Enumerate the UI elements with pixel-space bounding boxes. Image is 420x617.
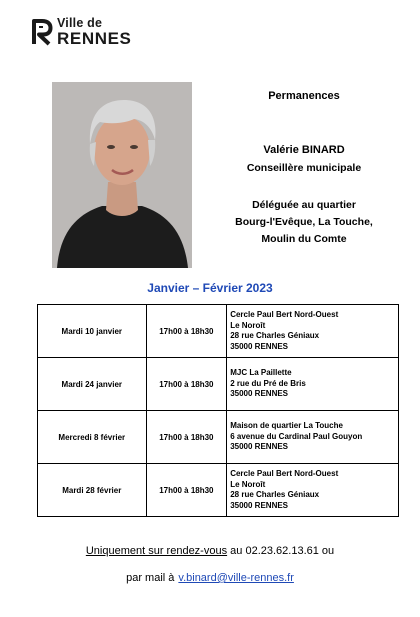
person-name: Valérie BINARD [263,144,345,156]
schedule-date: Mardi 24 janvier [38,358,147,411]
rennes-logo-icon [31,18,53,46]
place-line: MJC La Paillette [230,368,292,378]
schedule-place [227,411,399,464]
place-line: Cercle Paul Bert Nord-Ouest [230,310,339,319]
place-line: 28 rue Charles Géniaux [230,490,320,499]
delegation-line: Bourg-l'Evêque, La Touche, [235,216,373,228]
table-row [38,464,399,517]
period-title: Janvier – Février 2023 [147,281,273,295]
appointment-text: Uniquement sur rendez-vous [85,545,228,557]
schedule-time: 17h00 à 18h30 [146,305,227,358]
portrait-photo [52,82,192,268]
table-row [38,358,399,411]
logo-line1: Ville de [57,15,103,30]
schedule-date: Mardi 28 février [38,464,147,517]
logo-line2: RENNES [57,29,132,49]
schedule-date: Mardi 10 janvier [38,305,147,358]
person-delegation [204,197,404,248]
place-line: 35000 RENNES [230,341,289,351]
schedule-time: 17h00 à 18h30 [146,464,227,517]
place-line: 28 rue Charles Géniaux [230,331,320,340]
mail-prefix: par mail à [126,572,175,584]
person-role: Conseillère municipale [246,162,362,174]
schedule-time: 17h00 à 18h30 [146,358,227,411]
table-row [38,305,399,358]
permanences-title: Permanences [268,90,340,102]
place-line: 2 rue du Pré de Bris [230,378,306,388]
place-line: Le Noroît [230,479,266,489]
place-line: Le Noroît [230,320,266,330]
place-line: Cercle Paul Bert Nord-Ouest [230,469,339,478]
schedule-place [227,464,399,517]
schedule-time: 17h00 à 18h30 [146,411,227,464]
email-link[interactable]: v.binard@ville-rennes.fr [178,572,294,584]
mail-line [0,572,420,584]
schedule-table [37,304,399,517]
schedule-place [227,305,399,358]
appointment-line [0,545,420,557]
table-row [38,411,399,464]
place-line: Maison de quartier La Touche [230,421,343,431]
place-line: 6 avenue du Cardinal Paul Gouyon [230,431,363,441]
delegation-line: Déléguée au quartier [252,199,356,211]
phone-suffix: ou [318,545,335,557]
ville-de-rennes-logo [31,17,131,47]
place-line: 35000 RENNES [230,389,289,399]
schedule-date: Mercredi 8 février [38,411,147,464]
delegation-line: Moulin du Comte [261,233,347,245]
place-line: 35000 RENNES [230,500,289,510]
schedule-place [227,358,399,411]
phone-prefix: au [227,545,246,557]
place-line: 35000 RENNES [230,442,289,452]
phone-number: 02.23.62.13.61 [245,545,319,557]
